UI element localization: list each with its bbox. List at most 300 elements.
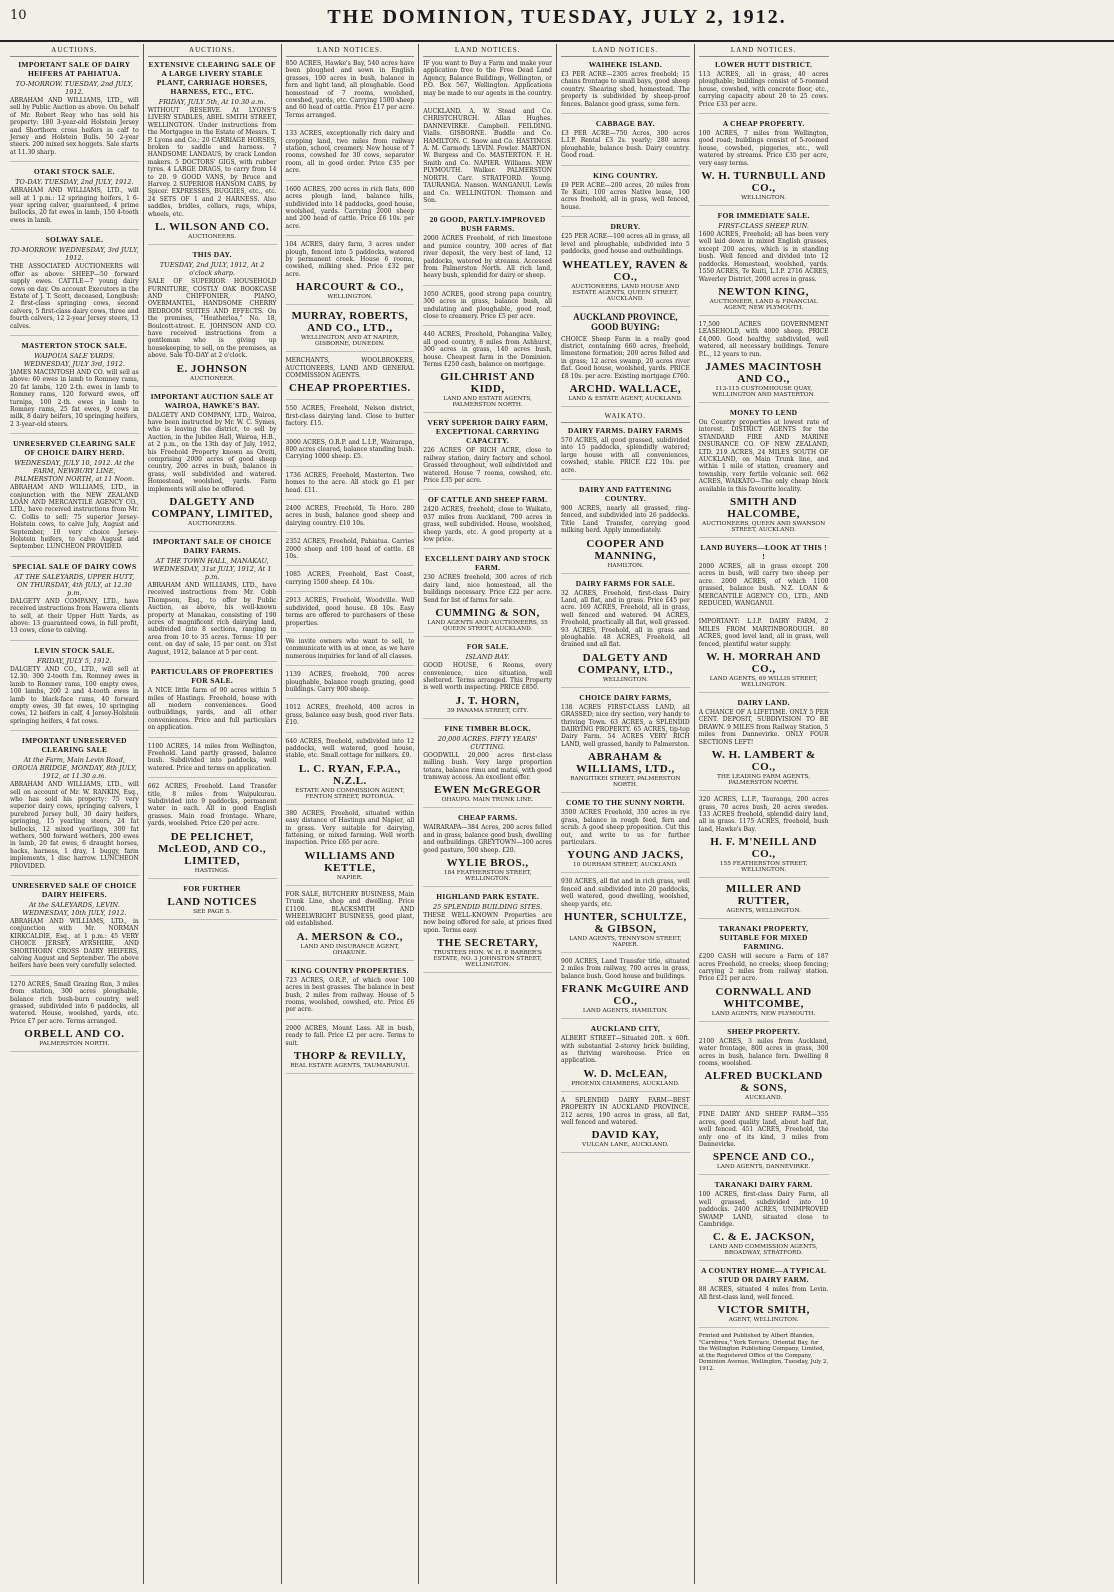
- advertisement: [148, 537, 277, 662]
- advertiser-name: THE SECRETARY,: [436, 937, 539, 950]
- ad-body: 2352 ACRES, Freehold, Pahiatua. Carries 2000 sheep and 100 head of cattle. £8 10s.: [285, 538, 415, 561]
- advertisement: [699, 924, 829, 1022]
- ad-body: DALGETY AND CO., LTD., will sell at 12.30: 300 2-tooth f.m. Romney ewes in lamb to Romney rams, 100 empty ewes, 100 lambs, 200 2 and 4-tooth ewes in lamb to black-face rams, 40 forward empty ewes, 30 fat ewes, 10 springing cows, 12 heifers in calf, 4 Jersey-Holstein springing heifers, 4 fat cows.: [10, 665, 139, 725]
- advertisement: [699, 1266, 829, 1328]
- advertisement: [148, 60, 277, 245]
- ad-body: 440 ACRES, Freehold, Pohangina Valley, all good country, 8 miles from Ashhurst, 300 acres in grass, 140 acres bush, house. Cheapest farm in the Dominion. Terms £250 cash, balance on mortgage.: [423, 331, 552, 368]
- ad-title: WAIHEKE ISLAND.: [588, 60, 663, 69]
- advertisement: [561, 222, 690, 306]
- column-5: [557, 44, 695, 1584]
- ad-body: 320 ACRES, L.I.P., Tauranga, 200 acres grass, 70 acres bush, 20 acres swedes. 133 ACRES freehold, splendid dairy land, all in grass. 1175 ACRES, freehold, bush land, Hawke's Bay.: [698, 796, 829, 833]
- advertisement: [699, 1027, 829, 1107]
- ad-body: 1100 ACRES, 14 miles from Wellington, Freehold. Land partly grassed, balance bush. Subdivided into paddocks, well watered. Price and terms on application.: [147, 742, 277, 772]
- advertiser-address: NAPIER.: [336, 874, 363, 881]
- ad-body: WITHOUT RESERVE. At LYONS'S LIVERY STABLES, ABEL SMITH STREET, WELLINGTON. Under instructions from the Mortgagee in the Estate of Messrs. T. P. Lyons and Co.: 20 CARRIAGE HORSES, broken to saddle and harness. 7 HANDSOME LANDAUS, by crack London makers. 5 DOCTORS' GIGS, with rubber tyres. 4 LARGE DRAGS, to carry from 14 to 20. 9 GOOD VANS, by Bruce and Harvey. 2 SUPERIOR HANSOM CABS, by Spicer. EXPRESSES, BUGGIES, etc., etc. 24 SETS OF 1 and 2 HARNESS. Also saddles, bridles, collars, rugs, whips, wheels, etc.: [147, 107, 277, 218]
- advertiser-name: ALFRED BUCKLAND & SONS,: [704, 1070, 823, 1095]
- advertiser-address: LAND AGENTS AND AUCTIONEERS, 35 QUEEN STREET, AUCKLAND.: [427, 620, 548, 633]
- ad-title: EXCELLENT DAIRY AND STOCK FARM.: [424, 554, 551, 573]
- ad-body: 104 ACRES, dairy farm, 3 acres under plough, fenced into 5 paddocks, watered by permanent creek. House 6 rooms, cowshed, milking shed. Price £32 per acre.: [285, 241, 415, 278]
- columns: [6, 44, 1108, 1584]
- advertiser-name: FRANK McGUIRE AND CO.,: [561, 983, 690, 1008]
- advertiser-name: C. & E. JACKSON,: [712, 1231, 815, 1244]
- ad-title: AUCKLAND CITY,: [590, 1024, 661, 1034]
- ad-body: £3 PER ACRE—750 Acres, 300 acres L.I.P. Rental £3 2s. yearly; 280 acres ploughable, balance bush. Dairy country. Good road.: [561, 130, 690, 160]
- ad-body: 133 ACRES, exceptionally rich dairy and cropping land, two miles from railway station, school, creamery. New house of 7 rooms, cowshed for 30 cows, separator room, all in good order. Price £35 per acre.: [285, 130, 415, 175]
- ad-subtitle: AT THE TOWN HALL, MANAKAU, WEDNESDAY, 31st JULY, 1912, At 1 p.m.: [152, 557, 272, 582]
- ad-body: 100 ACRES, first-class Dairy Farm, all well grassed, subdivided into 10 paddocks. 2400 ACRES, UNIMPROVED SWAMP LAND, situated close to Cambridge.: [698, 1191, 829, 1229]
- ad-title: EXTENSIVE CLEARING SALE OF A LARGE LIVERY STABLE PLANT, CARRIAGE HORSES, HARNESS, ETC., ETC.: [148, 60, 276, 96]
- advertisement: [699, 1180, 829, 1261]
- advertiser-name: L. WILSON AND CO.: [154, 221, 270, 234]
- advertisement: [286, 310, 415, 352]
- ad-body: FINE DAIRY AND SHEEP FARM—355 acres, good quality land, about half flat, well fenced. 451 ACRES, Freehold, the only one of its kind, 3 miles from Dannevirke.: [698, 1111, 829, 1148]
- advertiser-name: DALGETY AND COMPANY, LIMITED,: [151, 496, 273, 521]
- ad-title: SOLWAY SALE.: [45, 235, 104, 245]
- advertiser-address: VULCAN LANE, AUCKLAND.: [582, 1142, 669, 1149]
- advertiser-name: THORP & REVILLY,: [293, 1050, 406, 1063]
- advertiser-address: LAND AGENTS, TENNYSON STREET, NAPIER.: [569, 935, 682, 948]
- ad-title: KING COUNTRY PROPERTIES.: [290, 965, 409, 975]
- advertiser-address: PHOENIX CHAMBERS, AUCKLAND.: [571, 1080, 680, 1087]
- advertisement: [699, 1111, 829, 1175]
- ad-body: ABRAHAM AND WILLIAMS, LTD., will sell at 1 p.m.: 12 springing heifers, 1 6-year spring calver, guaranteed, 4 prime bullocks, 20 fat ewes in lamb, 150 4-tooth ewes in lamb.: [10, 187, 139, 224]
- advertiser-name: SPENCE AND CO.,: [712, 1151, 815, 1164]
- advertiser-name: J. T. HORN,: [455, 694, 520, 707]
- ad-subtitle: 25 SPLENDID BUILDING SITES.: [433, 902, 543, 911]
- column-1: [6, 44, 144, 1584]
- advertisement: [286, 357, 415, 400]
- advertisement: [423, 813, 552, 887]
- ad-body: 32 ACRES, Freehold, first-class Dairy Land, all flat, and in grass. Price £45 per acre. 169 ACRES, Freehold, all in grass, well fenced and watered. 94 ACRES, Freehold, practically all flat, well grassed. 93 ACRES, Freehold, all in grass and ploughable. 48 ACRES, Freehold, all drained and all flat.: [561, 589, 690, 649]
- ad-body: DALGETY AND COMPANY, LTD., Wairoa, have been instructed by Mr. W. C. Symes, who is leaving the district, to sell by Auction, in the Jubilee Hall, Wairoa, H.B., at 2 p.m., on the 13th day of July, 1912, his Freehold Property known as Oreiti, comprising 2000 acres of good sheep country, 200 acres in bush, balance in grass, well subdivided and watered. Homestead, woolshed, yards. Farm implements will also be offered.: [147, 411, 277, 493]
- ad-body: GOODWILL 20,000 acres first-class milling bush. Very large proportion totara, balance rimu and matai, with good tramway access. An excellent offer.: [423, 751, 552, 781]
- ad-subtitle: FRIDAY, JULY 5th, At 10.30 a.m.: [158, 98, 266, 106]
- advertisement: [423, 60, 552, 103]
- ad-body: 2000 ACRES, Mount Lass. All in bush, ready to fall. Price £2 per acre. Terms to suit.: [285, 1024, 415, 1047]
- advertiser-address: 10 DURHAM STREET, AUCKLAND.: [573, 862, 678, 869]
- advertisement: [699, 119, 829, 206]
- advertiser-name: WYLIE BROS.,: [446, 856, 529, 869]
- ad-body: ABRAHAM AND WILLIAMS, LTD., have received instructions from Mr. Cobb Thompson, Esq., to offer by Public Auction, as above, his well-known property at Manakau, consisting of 190 acres of magnificent rich dairying land, subdivided into 8 sections, ranging in area from 10 to 35 acres. Terms: 10 per cent. on day of sale, 15 per cent. on 31st August, 1912, balance at 5 per cent.: [147, 582, 277, 656]
- advertisement: [423, 331, 552, 413]
- advertiser-address: WELLINGTON.: [741, 195, 787, 202]
- ad-subtitle: WEDNESDAY, JULY 10, 1912. At the FARM, NEWBURY LINE, PALMERSTON NORTH, at 11 Noon.: [14, 459, 135, 484]
- advertisement: [10, 562, 139, 641]
- advertiser-address: OHAUPO. MAIN TRUNK LINE.: [441, 797, 534, 804]
- ad-title: FINE TIMBER BLOCK.: [444, 723, 531, 733]
- advertiser-name: DE PELICHET, McLEOD, AND CO., LIMITED,: [158, 830, 267, 867]
- ad-body: 640 ACRES, freehold, subdivided into 12 paddocks, well watered, good house, stable, etc. Small cottage for milkers. £9.: [285, 737, 415, 760]
- advertisement: [10, 981, 139, 1052]
- advertisement: [423, 554, 552, 637]
- ad-body: 1139 ACRES, freehold, 700 acres ploughable, balance rough grazing, good buildings. Carry 900 sheep.: [285, 671, 415, 693]
- ad-body: A NICE little farm of 90 acres within 5 miles of Hastings. Freehold, house with all modern conveniences. Good outbuildings, yards, and all other conveniences. Price and full particulars on application.: [147, 687, 277, 732]
- advertisement: [423, 642, 552, 719]
- ad-body: 88 ACRES, situated 4 miles from Levin. All first-class land, well fenced.: [698, 1286, 829, 1301]
- advertiser-name: CUMMING & SON,: [435, 607, 540, 620]
- advertiser-address: ESTATE AND COMMISSION AGENT, FENTON STREET, ROTORUA.: [295, 787, 405, 800]
- advertisement: [286, 186, 415, 236]
- ad-title: DAIRY FARMS FOR SALE.: [575, 578, 676, 588]
- advertiser-address: LAND AND INSURANCE AGENT, OHAKUNE.: [300, 943, 400, 956]
- ad-body: ABRAHAM AND WILLIAMS, LTD., will sell by Public Auction as above. On behalf of Mr. Robert Reay who has sold his property: 180 3-year-old Holstein Jersey and Shorthorn cross heifers in calf to Jersey and Holstein Bulls. 50 2-year steers. 200 mixed sex hoggets. Sale starts at 11.30 sharp.: [10, 97, 139, 156]
- ad-body: 1012 ACRES, freehold, 400 acres in grass, balance easy bush, good river flats. £10.: [285, 704, 415, 727]
- advertiser-address: LAND AGENTS, DANNEVIRKE.: [716, 1164, 811, 1171]
- ad-title: IMPORTANT SALE OF DAIRY HEIFERS AT PAHIATUA.: [18, 60, 131, 78]
- section-heading: LAND NOTICES.: [561, 46, 690, 57]
- ad-title: LOWER HUTT DISTRICT.: [715, 60, 813, 69]
- advertiser-name: COOPER AND MANNING,: [586, 537, 665, 562]
- ad-body: 2913 ACRES, Freehold, Woodville. Well subdivided, good house. £8 10s. Easy terms are offered to purchasers of these properties.: [285, 597, 415, 627]
- ad-title: SPECIAL SALE OF DAIRY COWS: [12, 561, 137, 571]
- ad-title: DRURY.: [610, 222, 641, 232]
- advertisement: [286, 241, 415, 305]
- advertiser-address: 39 PANAMA STREET, CITY.: [447, 707, 529, 714]
- ad-title: SHEEP PROPERTY.: [727, 1026, 800, 1036]
- advertiser-address: LAND AND COMMISSION AGENTS, BROADWAY, STRATFORD.: [709, 1244, 818, 1257]
- advertisement: [286, 405, 415, 433]
- advertisement: [148, 783, 277, 878]
- ad-title: LAND BUYERS—LOOK AT THIS ! !: [700, 543, 827, 561]
- advertisement: [148, 667, 277, 737]
- column-6: [695, 44, 833, 1584]
- advertiser-name: HUNTER, SCHULTZE, & GIBSON,: [564, 910, 687, 935]
- advertiser-address: LAND AND ESTATE AGENTS, PALMERSTON NORTH.: [443, 396, 532, 409]
- ad-body: ALBERT STREET—Situated 20ft. x 60ft. with substantial 2-storey brick building, as thriving warehouse. Price on application.: [561, 1035, 690, 1065]
- advertiser-address: HASTINGS.: [194, 867, 230, 874]
- advertiser-address: SEE PAGE 5.: [193, 908, 232, 915]
- advertiser-name: SMITH AND HALCOMBE,: [727, 496, 800, 520]
- advertiser-address: WELLINGTON, AND AT NAPIER, GISBORNE, DUNEDIN.: [300, 335, 399, 348]
- ad-title: COME TO THE SUNNY NORTH.: [565, 798, 685, 808]
- advertiser-name: ARCHD. WALLACE,: [569, 382, 682, 395]
- advertisement: [286, 439, 415, 467]
- ad-title: OF CATTLE AND SHEEP FARM.: [428, 495, 548, 505]
- advertisement: [286, 60, 415, 125]
- section-heading: AUCKLAND PROVINCE, GOOD BUYING:: [573, 311, 678, 332]
- ad-body: A CHANCE OF A LIFETIME. ONLY 5 PER CENT. DEPOSIT, SUBDIVISION TO BE DRAWN. 9 MILES from Railway Station, 5 miles from Dannevirke. ONLY FOUR SECTIONS LEFT!: [698, 709, 829, 746]
- advertisement: [423, 724, 552, 809]
- advertisement: [10, 341, 139, 434]
- advertisement: [286, 704, 415, 732]
- imprint: Printed and Published by Albert Blanden, "Carnbrea," York Terrace, Oriental Bay, for the Wellington Publishing Company, Limited, at the Registered Office of the Company, Dominion Avenue, Wellington, Tuesday, July 2, 1912.: [698, 1333, 829, 1372]
- advertisement: [699, 543, 829, 613]
- ad-subtitle: TO-MORROW. WEDNESDAY, 3rd JULY, 1912.: [10, 246, 139, 263]
- ad-title: UNRESERVED SALE OF CHOICE DAIRY HEIFERS.: [12, 881, 137, 899]
- ad-body: DALGETY AND COMPANY, LTD., have received instructions from Hawera clients to sell, at their Upper Hutt Yards, as above: 13 guaranteed cows, in full profit, 13 cows, close to calving.: [10, 597, 139, 635]
- advertisement: [148, 250, 277, 386]
- ad-body: 100 ACRES, 7 miles from Wellington, good road; buildings consist of 5-roomed house, cowshed, piggeries, etc., well watered by streams. Price £35 per acre, very easy terms.: [698, 130, 829, 167]
- ad-body: THESE WELL-KNOWN Properties are now being offered for sale, at prices fixed upon. Terms easy.: [423, 911, 552, 934]
- ad-body: £200 CASH will secure a Farm of 187 acres Freehold, no creeks; sheep fencing; carrying 2 miles from railway station. Price £21 per acre.: [698, 953, 829, 983]
- ad-title: IMPORTANT SALE OF CHOICE DAIRY FARMS.: [152, 537, 272, 556]
- ad-title: DAIRY AND FATTENING COUNTRY.: [578, 484, 672, 503]
- advertiser-name: DALGETY AND COMPANY, LTD.,: [577, 651, 673, 676]
- ad-title: MONEY TO LEND: [729, 407, 798, 417]
- advertisement: [148, 884, 277, 920]
- ad-body: MERCHANTS, WOOLBROKERS, AUCTIONEERS, LAND AND GENERAL COMMISSION AGENTS.: [285, 357, 415, 379]
- advertiser-name: CORNWALL AND WHITCOMBE,: [715, 985, 812, 1010]
- advertiser-address: HAMILTON.: [607, 562, 644, 569]
- ad-title: CABBAGE BAY.: [595, 119, 655, 129]
- ad-body: 1736 ACRES, Freehold, Masterton. Two homes to the acre. All stock go £1 per head. £11.: [285, 471, 415, 494]
- ad-body: 226 ACRES OF RICH ACRE, close to railway station, dairy factory and school. Grassed throughout, well subdivided and watered. House 7 rooms, cowshed, etc. Price £35 per acre.: [423, 447, 552, 485]
- advertisement: [10, 646, 139, 731]
- column-2: [144, 44, 282, 1584]
- advertiser-name: CHEAP PROPERTIES.: [288, 382, 411, 395]
- ad-body: 138 ACRES FIRST-CLASS LAND, all GRASSED; nice dry section, very handy to thriving Town. 63 ACRES, a SPLENDID DAIRYING PROPERTY. 65 ACRES, tip-top Dairy Farm. 54 ACRES VERY RICH LAND, well grassed, handy to Palmerston.: [561, 703, 690, 748]
- ad-subtitle: FIRST-CLASS SHEEP RUN.: [718, 222, 809, 231]
- ad-title: IMPORTANT AUCTION SALE AT WAIROA, HAWKE'S BAY.: [150, 391, 274, 410]
- ad-body: 2400 ACRES, Freehold, Te Horo. 280 acres in bush, balance good sheep and dairying country. £10 10s.: [285, 505, 415, 527]
- ad-body: 3000 ACRES, O.R.P. and L.I.P., Wairarapa, 800 acres cleared, balance standing bush. Carrying 1000 sheep. £5.: [285, 438, 415, 461]
- ad-title: HIGHLAND PARK ESTATE.: [436, 891, 540, 901]
- advertiser-name: ABRAHAM & WILLIAMS, LTD.,: [575, 751, 675, 776]
- advertiser-address: REAL ESTATE AGENTS, TAUMARUNUI.: [290, 1063, 410, 1070]
- advertisement: [699, 211, 829, 316]
- ad-body: 2000 ACRES Freehold, of rich limestone and pumice country, 300 acres of flat river deposit, the very best of land, 12 paddocks, watered by streams. Accessed from Palmerston North. All rich land, heavy bush, splendid for dairy or sheep.: [423, 235, 552, 280]
- ad-title: LEVIN STOCK SALE.: [34, 645, 115, 655]
- ad-body: £3 PER ACRE—2305 acres freehold; 15 chains frontage to small bays, good sheep country. Shearing shed, homestead. The property is subdivided by sheep-proof fences. Balance good grass, some fern.: [561, 71, 690, 108]
- ad-body: 550 ACRES, Freehold, Nelson district, first-class dairying land. Close to butter factory. £15.: [285, 405, 415, 428]
- advertiser-name: MURRAY, ROBERTS, AND CO., LTD.,: [291, 310, 409, 335]
- advertiser-name: ORBELL AND CO.: [24, 1028, 125, 1041]
- advertisement: [699, 618, 829, 693]
- advertiser-address: AUCTIONEERS, QUEEN AND SWANSON STREET, AUCKLAND.: [702, 521, 826, 533]
- advertisement: [286, 538, 415, 566]
- advertiser-address: WELLINGTON.: [327, 294, 373, 301]
- ad-subtitle: TO-DAY. TUESDAY, 2nd JULY, 1912.: [15, 178, 134, 187]
- ad-title: DAIRY FARMS. DAIRY FARMS: [567, 425, 683, 435]
- section-heading: LAND NOTICES.: [286, 46, 415, 57]
- ad-body: 1600 ACRES, Freehold; all has been very well laid down in mixed English grasses, except 200 acres, which is in standing bush. Well fenced and divided into 12 paddocks. Homestead, woolshed, yards. 1550 ACRES, Te Kuiti, L.I.P. 2716 ACRES, Waverley District, 2000 acres in grass.: [698, 231, 829, 283]
- advertiser-address: AUCTIONEERS.: [188, 521, 237, 528]
- advertiser-address: WELLINGTON.: [602, 676, 648, 683]
- ad-body: 900 ACRES, Land Transfer title, situated 2 miles from railway, 700 acres in grass, balance bush. Good house and buildings.: [561, 957, 690, 980]
- advertisement: [286, 671, 415, 699]
- page-number: 10: [10, 8, 27, 23]
- advertisement: [286, 966, 415, 1020]
- advertiser-address: LAND & ESTATE AGENT, AUCKLAND.: [568, 395, 683, 402]
- ad-subtitle: At the Farm, Main Levin Road, OROUA BRIDGE, MONDAY, 8th JULY, 1912, at 11.30 a.m.: [12, 756, 137, 781]
- ad-body: 2100 ACRES, 3 miles from Auckland, water frontage, 800 acres in grass, 300 acres in bush, balance fern. Dwelling 8 rooms, woolshed.: [698, 1037, 829, 1067]
- ad-body: GOOD HOUSE, 6 Rooms, every convenience, nice situation, well sheltered. Terms arranged. This Property is well worth inspecting. PRICE £850.: [423, 662, 552, 692]
- advertisement: [286, 1025, 415, 1074]
- advertiser-address: AUCTIONEER.: [190, 375, 235, 382]
- advertiser-name: YOUNG AND JACKS,: [567, 849, 684, 862]
- advertiser-name: HARCOURT & CO.,: [296, 281, 404, 294]
- advertisement: [286, 597, 415, 633]
- ad-title: 20 GOOD, PARTLY-IMPROVED BUSH FARMS.: [429, 215, 546, 234]
- ad-body: 2420 ACRES, freehold, close to Waikato, 937 miles from Auckland, 700 acres in grass, well subdivided. House, woolshed, sheep yards, etc. A good property at a low price.: [423, 506, 552, 544]
- ad-body: IMPORTANT: L.I.P. DAIRY FARM, 2 MILES FROM MARTINBOROUGH. 80 ACRES, good level land, all in grass, well fenced, plentiful water supply.: [698, 618, 829, 648]
- advertiser-address: AUCKLAND.: [745, 1095, 783, 1102]
- advertisement: [699, 698, 829, 791]
- advertisement: [561, 336, 690, 407]
- column-3: [282, 44, 420, 1584]
- ad-subtitle: TO-MORROW. TUESDAY, 2nd JULY, 1912.: [15, 80, 133, 96]
- ad-title: KING COUNTRY.: [593, 170, 658, 180]
- ad-body: 380 ACRES, Freehold, situated within easy distance of Hastings and Napier, all in grass. Very suitable for dairying, fattening, or mixed farming. Well worth inspection. Price £65 per acre.: [285, 809, 415, 847]
- ad-body: 230 ACRES freehold, 300 acres of rich dairy land, nice homestead, all the buildings necessary. Price £22 per acre. Send for list of farms for sale.: [423, 574, 552, 604]
- ad-body: £9 PER ACRE—200 acres, 20 miles from Te Kuiti, 100 acres Native lease, 100 acres freehold, all in grass, well fenced, house.: [561, 181, 690, 211]
- ad-body: FOR SALE, BUTCHERY BUSINESS, Main Trunk Line, shop and dwelling. Price £1100. BLACKSMITH AND WHEELWRIGHT BUSINESS, good plant, old established.: [285, 890, 415, 928]
- advertisement: [148, 743, 277, 779]
- advertisement: [561, 579, 690, 688]
- section-heading: LAND NOTICES.: [699, 46, 829, 57]
- ad-subtitle: WAIPOUA SALE YARDS. WEDNESDAY, JULY 3rd, 1912.: [23, 351, 125, 368]
- ad-title: A COUNTRY HOME—A TYPICAL STUD OR DAIRY FARM.: [701, 1266, 827, 1285]
- advertiser-address: 184 FEATHERSTON STREET, WELLINGTON.: [443, 869, 532, 882]
- advertisement: [286, 505, 415, 533]
- advertisement: [423, 291, 552, 327]
- advertisement: [561, 485, 690, 574]
- advertiser-name: WILLIAMS AND KETTLE,: [304, 849, 396, 874]
- ad-subtitle: FRIDAY, JULY 5, 1912.: [37, 656, 112, 665]
- advertiser-address: AUCTIONEER, LAND & FINANCIAL AGENT, NEW PLYMOUTH.: [709, 298, 818, 311]
- advertiser-name: H. F. M'NEILL AND CO.,: [710, 836, 818, 861]
- advertiser-address: AUCTIONEERS.: [188, 234, 237, 241]
- advertisement: [423, 215, 552, 285]
- advertiser-address: AUCTIONEERS, LAND HOUSE AND ESTATE AGENTS, QUEEN STREET, AUCKLAND.: [571, 283, 680, 302]
- advertisement: [561, 171, 690, 218]
- advertisement: [423, 108, 552, 210]
- ad-body: 113 ACRES, all in grass, 40 acres ploughable; buildings consist of 5-roomed house, cowshed, with concrete floor, etc., carrying capacity about 20 to 25 cows. Price £33 per acre.: [698, 71, 829, 108]
- advertisement: [699, 883, 829, 919]
- ad-body: THE ASSOCIATED AUCTIONEERS will offer as above: SHEEP—50 forward supply ewes. CATTLE—7 young dairy cows on day. On account Executors in the Estate of J. T. Scott, deceased, Longbush: 2 first-class springing cows, second calvers, 5 first-class dairy cows, three and fourth calvers, 12 2-year Jersey steers, 13 calves.: [10, 263, 139, 330]
- ad-body: CHOICE Sheep Farm in a really good district, containing 660 acres, freehold, limestone formation; 200 acres felled and in grass; 12 acres swamp, 20 acres river flat. Good house, woolshed, yards. PRICE £8 10s. per acre. Existing mortgage £760.: [561, 335, 690, 380]
- advertiser-name: VICTOR SMITH,: [717, 1304, 810, 1317]
- advertiser-name: W. H. LAMBERT & CO.,: [711, 749, 816, 774]
- ad-body: 2000 ACRES, all in grass except 200 acres in bush, will carry two sheep per acre. 2000 ACRES, of which 1100 grassed, balance bush. N.Z. LOAN & MERCANTILE AGENCY CO., LTD., AND REDUCED, WANGANUI.: [698, 563, 829, 608]
- ad-body: We invite owners who want to sell, to communicate with us at once, as we have numerous inquiries for land of all classes.: [285, 637, 415, 660]
- ad-body: WAIRARAPA—384 Acres, 200 acres felled and in grass, balance good bush, dwelling and outbuildings. GREYTOWN—100 acres good pasture, 500 sheep. £20.: [423, 824, 553, 854]
- newspaper-title: THE DOMINION, TUESDAY, JULY 2, 1912.: [327, 6, 787, 28]
- column-4: [419, 44, 557, 1584]
- advertisement: [286, 571, 415, 592]
- advertisement: [10, 235, 139, 336]
- advertisement: [699, 60, 829, 114]
- advertisement: [561, 119, 690, 166]
- ad-title: A CHEAP PROPERTY.: [722, 119, 805, 129]
- advertiser-name: LAND NOTICES: [167, 895, 257, 908]
- ad-body: A SPLENDID DAIRY FARM—BEST PROPERTY IN AUCKLAND PROVINCE. 212 acres, 190 acres in grass, all flat, well fenced and watered.: [561, 1096, 690, 1126]
- advertiser-name: WHEATLEY, RAVEN & CO.,: [562, 258, 689, 283]
- advertiser-address: LAND AGENTS, 69 WILLIS STREET, WELLINGTON.: [709, 676, 818, 689]
- section-heading: WAIKATO.: [561, 412, 690, 423]
- advertiser-address: 155 FEATHERSTON STREET, WELLINGTON.: [719, 861, 808, 874]
- advertisement: [561, 958, 690, 1019]
- advertiser-name: L. C. RYAN, F.P.A., N.Z.L.: [298, 762, 401, 787]
- advertiser-name: DAVID KAY,: [591, 1129, 660, 1142]
- ad-title: CHOICE DAIRY FARMS,: [579, 692, 672, 702]
- ad-title: OTAKI STOCK SALE.: [33, 167, 115, 177]
- advertisement: [10, 881, 139, 976]
- ad-body: 662 ACRES, Freehold. Land Transfer title, 8 miles from Waipukurau. Subdivided into 9 paddocks, permanent water in each. All in good English grasses. Main road frontage. Whare, yards, woolshed. Price £20 per acre.: [147, 783, 277, 828]
- ad-body: 3500 ACRES Freehold, 350 acres in rye grass, balance in rough feed, fern and scrub. A good sheep proposition. Cut this out, and write to us for further particulars.: [561, 809, 690, 846]
- advertiser-address: RANGITIKEI STREET, PALMERSTON NORTH.: [570, 776, 681, 789]
- advertisement: [148, 392, 277, 532]
- advertiser-address: AGENTS, WELLINGTON.: [726, 908, 801, 915]
- advertisement: [699, 796, 829, 878]
- ad-body: ABRAHAM AND WILLIAMS, LTD., in conjunction with the NEW ZEALAND LOAN AND MERCANTILE AGENCY CO., LTD., have received instructions from Mr. C. Collis to sell: 75 superior Jersey-Holstein cows, to calve July, August and September, 10 very choice Jersey-Holstein heifers, to calve August and September. LUNCHEON PROVIDED.: [10, 484, 139, 551]
- advertisement: [561, 798, 690, 873]
- ad-body: 17,500 ACRES GOVERNMENT LEASEHOLD, with 4000 sheep. PRICE £4,000. Good healthy, subdivided, well watered, all necessary buildings. Tenure P.L., 12 years to run.: [698, 320, 829, 358]
- advertisement: [561, 693, 690, 793]
- ad-body: 930 ACRES, all flat and in rich grass, well fenced and subdivided into 20 paddocks, well watered, good dwelling, woolshed, sheep yards, etc.: [561, 878, 690, 908]
- advertiser-name: GILCHRIST AND KIDD,: [440, 371, 535, 396]
- ad-title: FOR SALE.: [466, 642, 509, 652]
- ad-body: 900 ACRES, nearly all grassed, ring-fenced, and subdivided into 26 paddocks. Title Land Transfer, carrying good milking herd. Apply immediately.: [561, 504, 690, 535]
- advertisement: [10, 60, 139, 162]
- ad-body: 723 ACRES, O.R.P., of which over 100 acres in best grasses. The balance in best bush, 2 miles from railway. House of 5 rooms, woolshed, cowshed, etc. Price £6 per acre.: [285, 976, 415, 1014]
- ad-body: £25 PER ACRE—100 acres all in grass, all level and ploughable, subdivided into 5 paddocks, good house and outbuildings.: [561, 233, 690, 256]
- advertiser-address: TRUSTEES HON. W. H. P. BARBER'S ESTATE, NO. 3 JOHNSTON STREET, WELLINGTON.: [433, 950, 542, 969]
- advertiser-name: W. D. McLEAN,: [583, 1067, 668, 1080]
- ad-body: On Country properties at lowest rate of interest. DISTRICT AGENTS for the STANDARD FIRE AND MARINE INSURANCE CO. OF NEW ZEALAND, LTD. 219 ACRES, 24 MILES SOUTH OF AUCKLAND, on Main Trunk line, and within 1 mile of station, creamery and township, very fertile volcanic soil. 662 ACRES, WAIKATO—The only cheap block available in this favourite locality.: [698, 418, 829, 493]
- ad-title: DAIRY LAND.: [737, 698, 790, 708]
- ad-subtitle: ISLAND BAY.: [465, 653, 510, 662]
- section-heading: LAND NOTICES.: [423, 46, 552, 57]
- masthead: [0, 0, 1114, 42]
- ad-title: TARANAKI DAIRY FARM.: [714, 1180, 813, 1190]
- advertisement: [423, 892, 552, 973]
- ad-body: AUCKLAND. A. W. Stead and Co. CHRISTCHURCH. Allan Hughes. DANNEVIRKE. Campbell. FEILDING. Vialls. GISBORNE. Buddle and Co. HAMILTON. C. Snow and Co. HASTINGS. A. M. Carmody. LEVIN. Fowler. MARTON. W. Burgess and Co. MASTERTON. F. H. Smith and Co. NAPIER. Williams. NEW PLYMOUTH. Walker. PALMERSTON NORTH. Carr. STRATFORD. Young. TAURANGA. Nanson. WANGANUI. Lewis and Co. WELLINGTON. Thomson and Son.: [423, 108, 552, 204]
- section-heading: AUCTIONS.: [148, 46, 277, 57]
- ad-title: THIS DAY.: [192, 250, 232, 260]
- advertisement: [699, 408, 829, 538]
- advertisement: [10, 167, 139, 230]
- advertisement: [286, 472, 415, 500]
- section-heading: AUCTIONS.: [10, 46, 139, 57]
- advertisement: [561, 878, 690, 953]
- advertiser-address: THE LEADING FARM AGENTS, PALMERSTON NORTH.: [717, 774, 811, 787]
- advertiser-name: E. JOHNSON: [176, 362, 248, 375]
- ad-body: 850 ACRES, Hawke's Bay, 540 acres have been ploughed and sown in English grasses, 100 acres in bush, balance in fern and light land, all ploughable. Good homestead of 7 rooms, woolshed, cowshed, yards, etc. Carrying 1500 sheep and 60 head of cattle. Price £17 per acre. Terms arranged.: [285, 60, 415, 119]
- ad-title: IMPORTANT UNRESERVED CLEARING SALE: [21, 736, 127, 755]
- advertiser-address: LAND AGENTS, HAMILTON.: [582, 1008, 668, 1015]
- advertisement: [423, 418, 552, 490]
- ad-title: VERY SUPERIOR DAIRY FARM, EXCEPTIONAL CARRYING CAPACITY.: [427, 418, 548, 446]
- advertisement: [561, 1097, 690, 1154]
- advertisement: [286, 130, 415, 180]
- ad-body: IF you want to Buy a Farm and make your application free to the Free Dead Land Agency, Balance Buildings, Wellington, or P.O. Box 567, Wellington. Applications may be made to our agents in the country.: [423, 60, 552, 97]
- advertiser-address: PALMERSTON NORTH.: [39, 1041, 110, 1048]
- ad-body: JAMES MACINTOSH AND CO. will sell as above: 60 ewes in lamb to Romney rams, 20 fat lambs, 120 2-th. ewes in lamb to Romney rams, 120 forward ewes, off turnips, 100 2-th. ewes in lamb to Romney rams, 25 fat ewes, 9 cows in milk, 8 dairy heifers, 10 springing heifers, 2 3-year-old steers.: [10, 368, 139, 428]
- advertisement: [699, 321, 829, 403]
- ad-title: UNRESERVED CLEARING SALE OF CHOICE DAIRY HERD.: [13, 439, 136, 458]
- ad-body: 1600 ACRES, 200 acres in rich flats, 600 acres plough land, balance hills, subdivided into 14 paddocks, good house, woolshed, yards. Carrying 2000 sheep and 200 head of cattle. Price £6 10s. per acre.: [285, 185, 415, 230]
- ad-body: SALE OF SUPERIOR HOUSEHOLD FURNITURE, COSTLY OAK BOOKCASE AND CHIFFONIER, PIANO, OVERMANTEL, HANDSOME CHERRY BEDROOM SUITES AND EFFECTS. On the premises, "Heatherlea," No. 18, Boulcott-street. E. JOHNSON AND CO. have received instructions from a gentleman who is giving up housekeeping, to sell, on the premises, as above. Sale TO-DAY at 2 o'clock.: [147, 278, 277, 360]
- ad-title: TARANAKI PROPERTY, SUITABLE FOR MIXED FARMING.: [718, 924, 809, 952]
- advertiser-address: 113-115 CUSTOMHOUSE QUAY, WELLINGTON AND MASTERTON.: [712, 385, 816, 398]
- advertisement: [561, 426, 690, 480]
- ad-body: 1085 ACRES, Freehold, East Coast, carrying 1500 sheep. £4 10s.: [285, 571, 415, 586]
- ad-body: ABRAHAM AND WILLIAMS, LTD., in conjunction with Mr. NORMAN KIRKCALDIE, Esq., at 1 p.m.: 45 VERY CHOICE JERSEY, AYRSHIRE, AND SHORTHORN CROSS DAIRY HEIFERS, calving August and September. The above heifers have been very carefully selected.: [10, 918, 139, 970]
- advertiser-name: NEWTON KING,: [718, 285, 809, 298]
- ad-title: PARTICULARS OF PROPERTIES FOR SALE.: [150, 667, 274, 686]
- advertiser-name: A. MERSON & CO.,: [296, 930, 404, 943]
- advertisement: [10, 439, 139, 557]
- ad-title: FOR FURTHER: [183, 883, 241, 893]
- ad-title: CHEAP FARMS.: [457, 813, 518, 823]
- advertisement: [10, 736, 139, 876]
- ad-body: 1270 ACRES, Small Grazing Run, 3 miles from station, 300 acres ploughable, balance rich bush-burn country, well grassed, subdivided into 6 paddocks, all watered. House, woolshed, yards, etc. Price £7 per acre. Terms arranged.: [10, 980, 139, 1025]
- advertisement: [286, 638, 415, 666]
- advertiser-name: W. H. MORRAH AND CO.,: [706, 651, 822, 676]
- advertisement: [286, 738, 415, 805]
- advertiser-name: EWEN McGREGOR: [434, 784, 542, 797]
